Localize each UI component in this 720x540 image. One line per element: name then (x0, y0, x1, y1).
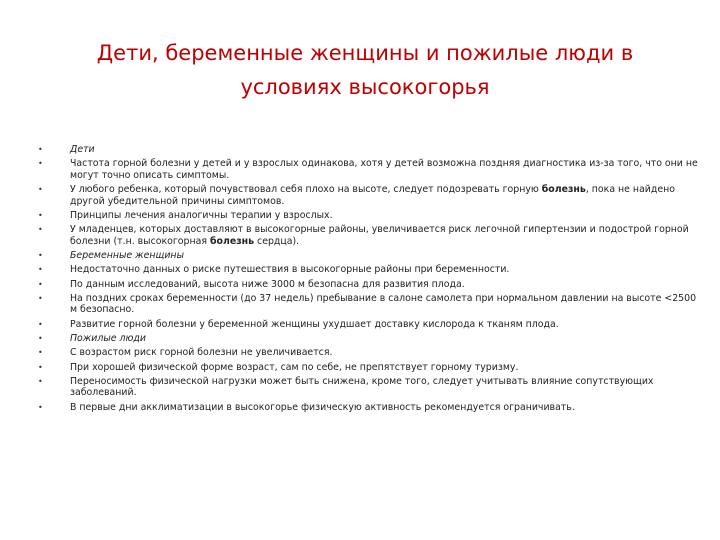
list-item-text (70, 144, 95, 155)
bullet-icon: • (38, 362, 43, 372)
list-item (38, 293, 704, 316)
bullet-icon: • (38, 319, 43, 329)
text-segment: В первые дни акклиматизации в высокогорье физическую активность рекомендуется ограничивать. (70, 401, 575, 413)
text-segment: При хорошей физической форме возраст, сам по себе, не препятствует горному туризму. (70, 361, 519, 373)
list-item (38, 376, 704, 399)
emphasis-text: болезнь (209, 235, 255, 247)
text-segment: По данным исследований, высота ниже 3000 м безопасна для развития плода. (70, 278, 465, 290)
list-item (38, 184, 704, 207)
text-segment: С возрастом риск горной болезни не увеличивается. (70, 347, 333, 359)
slide-title-line-1: Дети, беременные женщины и пожилые люди в (96, 41, 634, 65)
list-item (38, 250, 704, 262)
bullet-icon: • (38, 333, 43, 343)
text-segment: Недостаточно данных о риске путешествия в высокогорные районы при беременности. (70, 264, 510, 276)
list-item (38, 264, 704, 276)
text-segment: У младенцев, которых доставляют в высокогорные районы, увеличивается риск легочной гипертензии и подострой горной болезни (т.н. высокогорная (70, 224, 689, 247)
bullet-icon: • (38, 225, 43, 235)
text-segment: Пожилые люди (70, 332, 146, 344)
list-item-text (70, 347, 332, 358)
list-item (38, 402, 704, 414)
bullet-icon: • (38, 210, 43, 220)
bullet-list (38, 144, 704, 416)
text-segment: На поздних сроках беременности (до 37 недель) пребывание в салоне самолета при нормальном давлении на высоте <2500 м безопасно. (70, 292, 697, 316)
bullet-icon: • (38, 265, 43, 275)
bullet-icon: • (38, 376, 43, 386)
slide-title-line-2: условиях высокогорья (240, 75, 490, 99)
bullet-icon: • (38, 402, 43, 412)
bullet-icon: • (38, 293, 43, 303)
list-item-text (70, 264, 509, 275)
list-item (38, 224, 704, 247)
emphasis-text: болезнь (541, 184, 586, 196)
text-segment: , пока не найдено другой убедительной причины симптомов. (70, 184, 676, 207)
text-segment: Частота горной болезни у детей и у взрослых одинакова, хотя у детей возможна поздняя диагностика из-за того, что они не могут точно описать симптомы. (70, 158, 698, 181)
bullet-icon: • (38, 145, 43, 154)
list-item-text (70, 279, 465, 290)
bullet-icon: • (38, 185, 43, 195)
list-item-text (70, 333, 146, 344)
list-item (38, 333, 704, 345)
bullet-icon: • (38, 279, 43, 289)
bullet-icon: • (38, 250, 43, 260)
text-segment: Дети (70, 144, 95, 155)
text-segment: сердца). (254, 235, 300, 247)
list-item-text (70, 362, 518, 373)
list-item-text (70, 224, 689, 247)
list-item (38, 158, 704, 181)
text-segment: Переносимость физической нагрузки может быть снижена, кроме того, следует учитывать влияние сопутствующих заболеваний. (70, 375, 654, 399)
list-item-text (70, 319, 559, 330)
text-segment: Принципы лечения аналогичны терапии у взрослых. (70, 209, 333, 221)
list-item-text (70, 376, 653, 399)
text-segment: У любого ребенка, который почувствовал себя плохо на высоте, следует подозревать горную (70, 184, 542, 196)
list-item-text (70, 184, 675, 207)
list-item (38, 144, 704, 156)
slide-title (40, 36, 690, 104)
text-segment: Беременные женщины (70, 249, 184, 261)
list-item-text (70, 402, 575, 413)
list-item-text (70, 293, 696, 316)
bullet-icon: • (38, 159, 43, 169)
list-item (38, 362, 704, 374)
list-item-text (70, 210, 333, 221)
list-item-text (70, 158, 698, 181)
text-segment: Развитие горной болезни у беременной женщины ухудшает доставку кислорода к тканям плода. (70, 318, 559, 330)
list-item (38, 279, 704, 291)
list-item (38, 210, 704, 222)
list-item-text (70, 250, 184, 261)
list-item (38, 347, 704, 359)
list-item (38, 319, 704, 331)
bullet-icon: • (38, 348, 43, 358)
